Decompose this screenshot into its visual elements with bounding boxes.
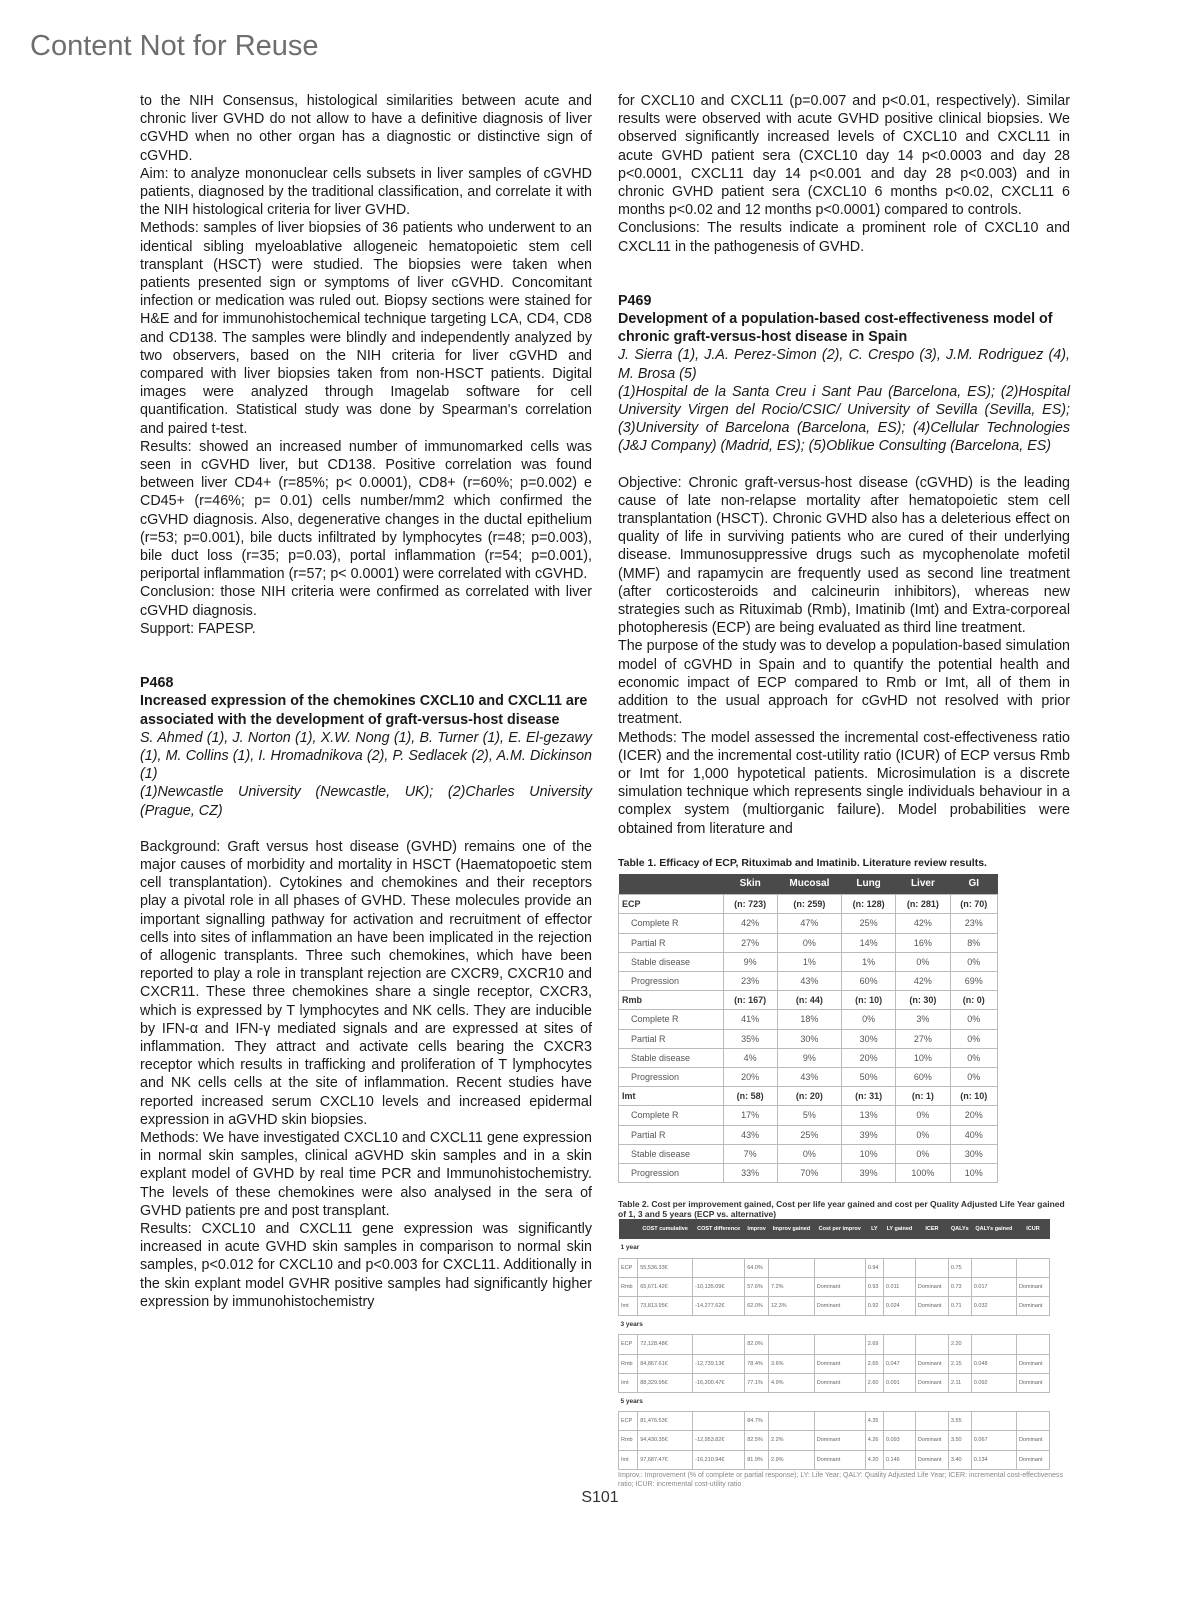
abstract-title: Development of a population-based cost-effectiveness model of chronic graft-versus-host disease in Spain [618, 311, 1053, 346]
table1-row-label: Complete R [619, 914, 724, 933]
table1-cell: (n: 30) [896, 991, 950, 1010]
table1-cell: 39% [841, 1125, 895, 1144]
table1-cell: 25% [777, 1125, 841, 1144]
paragraph: for CXCL10 and CXCL11 (p=0.007 and p<0.01, respectively). Similar results were observed with acute GVHD positive clinical biopsies. We observed significantly increased levels of CXCL10 and CXCL11 in acute GVHD patient sera (CXCL10 day 14 p<0.0003 and day 28 p<0.0001, CXCL11 day 14 p<0.001 and day 28 p<0.003) and in chronic GVHD patient sera (CXCL10 6 months p<0.02, CXCL11 6 months p<0.02 and 12 months p<0.0001) compared to controls. [618, 93, 1070, 219]
table1-cell: 0% [950, 1010, 997, 1029]
table1-group-row [619, 991, 998, 1010]
table2-cell: Dominant [1016, 1450, 1049, 1469]
table1-cell: (n: 44) [777, 991, 841, 1010]
table2-cell: Dominant [814, 1431, 865, 1450]
table2-row [619, 1373, 1050, 1392]
table1-cell: 10% [950, 1163, 997, 1182]
table1-cell: 35% [723, 1029, 777, 1048]
table2-cell: 2.11 [948, 1373, 971, 1392]
table2-group-label: 5 years [620, 1398, 643, 1405]
table1-cell: (n: 20) [777, 1087, 841, 1106]
table2-cell [1016, 1258, 1049, 1277]
table2-cell [769, 1335, 815, 1354]
table1-row [619, 1048, 998, 1067]
table2-cell: Dominant [915, 1296, 948, 1315]
table2-cell: 3.50 [948, 1431, 971, 1450]
table2-cell: Dominant [1016, 1373, 1049, 1392]
table2-cell: 82.5% [745, 1431, 769, 1450]
table2-row [619, 1296, 1050, 1315]
table1-cell: (n: 31) [841, 1087, 895, 1106]
table1-cell: 43% [777, 971, 841, 990]
table1-cell: 1% [777, 952, 841, 971]
paragraph: The purpose of the study was to develop a population-based simulation model of cGVHD in Spain and to quantify the potential health and economic impact of ECP compared to Rmb or Imt, all of them in addition to the usual approach for cGvHD not resolved with prior treatment. [618, 638, 1070, 728]
table1-cell: (n: 0) [950, 991, 997, 1010]
table2-cell: 2.2% [769, 1431, 815, 1450]
abstract-authors: S. Ahmed (1), J. Norton (1), X.W. Nong (1), B. Turner (1), E. El-gezawy (1), M. Collins (1), I. Hromadnikova (2), P. Sedlacek (2), A.M. Dickinson (1) [140, 729, 592, 783]
table2-cell [814, 1412, 865, 1431]
paragraph: Conclusion: those NIH criteria were confirmed as correlated with liver cGVHD diagnosis. [140, 584, 592, 619]
table1-cell: 0% [841, 1010, 895, 1029]
table2-cell: Rmb [619, 1277, 638, 1296]
table2-cell: 72,128.48€ [638, 1335, 693, 1354]
watermark: Content Not for Reuse [30, 30, 319, 62]
table2-header-cell: QALYs [948, 1219, 971, 1239]
table2-cell: -12,739.13€ [693, 1354, 745, 1373]
table2-row [619, 1277, 1050, 1296]
table1-cell: 0% [777, 933, 841, 952]
table2-header-cell: QALYs gained [971, 1219, 1016, 1239]
table2-header-cell: COST difference [693, 1219, 745, 1239]
table1-cell: 43% [777, 1067, 841, 1086]
table1-row [619, 952, 998, 971]
table1-row-label: Partial R [619, 1029, 724, 1048]
table1-cell: 42% [896, 971, 950, 990]
table1-group-row [619, 1087, 998, 1106]
table1-cell: 39% [841, 1163, 895, 1182]
table1-cell: 70% [777, 1163, 841, 1182]
table1-cell: 10% [841, 1144, 895, 1163]
table1-cell: (n: 70) [950, 895, 997, 914]
table2-cell: Dominant [814, 1296, 865, 1315]
table1 [618, 874, 998, 1183]
table2-cell: 4.35 [865, 1412, 883, 1431]
table1-cell: 30% [950, 1144, 997, 1163]
table2-cell [971, 1412, 1016, 1431]
table2-cell: Rmb [619, 1431, 638, 1450]
table1-cell: (n: 167) [723, 991, 777, 1010]
table2-cell: 0.94 [865, 1258, 883, 1277]
right-column [618, 92, 1070, 1489]
table1-row [619, 1106, 998, 1125]
table2-cell [1016, 1335, 1049, 1354]
table1-row-label: Stable disease [619, 952, 724, 971]
table1-cell: (n: 10) [841, 991, 895, 1010]
paragraph: Methods: The model assessed the incremental cost-effectiveness ratio (ICER) and the incremental cost-utility ratio (ICUR) of ECP versus Rmb or Imt for 1,000 hypotetical patients. Microsimulation is a discrete simulation technique which represents single individuals behaviour in a complex system (multiorganic failure). Model probabilities were obtained from literature and [618, 729, 1070, 837]
table2-header-cell: Improv [745, 1219, 769, 1239]
table1-cell: 33% [723, 1163, 777, 1182]
table1-cell: 20% [950, 1106, 997, 1125]
table2-cell: 84.7% [745, 1412, 769, 1431]
table1-cell: (n: 259) [777, 895, 841, 914]
table2-cell: Dominant [915, 1373, 948, 1392]
table2-cell: Dominant [915, 1450, 948, 1469]
table1-cell: 3% [896, 1010, 950, 1029]
table2-cell [915, 1258, 948, 1277]
table1-cell: 0% [950, 1048, 997, 1067]
paragraph: Methods: samples of liver biopsies of 36 patients who underwent to an identical sibling myeloablative allogeneic hematopoietic stem cell transplant (HSCT) were studied. The biopsies were taken when patients presented sign or symptoms of liver cGVHD. Concomitant infection or medication was ruled out. Biopsy sections were stained for H&E and for immunohistochemical technique targeting LCA, CD4, CD8 and CD138. The samples were blindly and independently analyzed by two observers, based on the NIH criteria for liver cGVHD and compared with liver biopsies taken from non-HSCT patients. Digital images were analyzed through Imagelab software for cell quantification. Statistical study was done by Spearman's correlation and paired t-test. [140, 220, 592, 437]
table2-cell [883, 1412, 915, 1431]
table2-row [619, 1450, 1050, 1469]
paragraph: to the NIH Consensus, histological similarities between acute and chronic liver GVHD do not allow to have a definitive diagnosis of liver cGVHD when no other organ has a diagnostic or distinctive sign of cGVHD. [140, 93, 592, 164]
table1-cell: (n: 1) [896, 1087, 950, 1106]
table1-cell: 50% [841, 1067, 895, 1086]
table2-header-cell: ICUR [1016, 1219, 1049, 1239]
table1-header-cell: Skin [723, 874, 777, 895]
table2-cell [915, 1335, 948, 1354]
table2-cell: 0.032 [971, 1296, 1016, 1315]
table1-cell: 0% [896, 1144, 950, 1163]
abstract-id: P469 [618, 292, 652, 309]
table2-cell: 0.71 [948, 1296, 971, 1315]
abstract-title: Increased expression of the chemokines CXCL10 and CXCL11 are associated with the development of graft-versus-host disease [140, 693, 588, 728]
table2-cell: 2.15 [948, 1354, 971, 1373]
table1-cell: 0% [896, 1125, 950, 1144]
paragraph: Results: CXCL10 and CXCL11 gene expression was significantly increased in acute GVHD skin samples in comparison to normal skin samples, p<0.012 for CXCL10 and p<0.003 for CXCL11. Additionally in the skin explant model GVHR positive samples had significantly higher expression by immunohistochemistry [140, 1220, 592, 1310]
table2-cell: 0.092 [971, 1373, 1016, 1392]
table1-row-label: Complete R [619, 1010, 724, 1029]
table2-cell: 2.20 [948, 1335, 971, 1354]
table2-cell: 62.0% [745, 1296, 769, 1315]
table2-cell: Dominant [1016, 1296, 1049, 1315]
paragraph: Methods: We have investigated CXCL10 and CXCL11 gene expression in normal skin samples, clinical aGVHD skin samples and in a skin explant model of GVHD by real time PCR and Immunohistochemistry. The levels of these chemokines were also analysed in the sera of GVHD patients pre and post transplant. [140, 1129, 592, 1219]
table1-cell: 23% [723, 971, 777, 990]
table1-cell: 60% [896, 1067, 950, 1086]
table1-row-label: Progression [619, 1067, 724, 1086]
table2-group-row [619, 1316, 1050, 1335]
table2-cell [971, 1335, 1016, 1354]
table2-cell: 0.017 [971, 1277, 1016, 1296]
table2-cell: -14,277.62€ [693, 1296, 745, 1315]
table2-cell: 97,687.47€ [638, 1450, 693, 1469]
table2-cell: -16,200.47€ [693, 1373, 745, 1392]
table1-cell: 30% [777, 1029, 841, 1048]
table1-row-label: Partial R [619, 1125, 724, 1144]
table2-header-cell: LY gained [883, 1219, 915, 1239]
table1-caption: Table 1. Efficacy of ECP, Rituximab and Imatinib. Literature review results. [618, 856, 987, 869]
table2-cell [769, 1258, 815, 1277]
table1-cell: 0% [950, 1029, 997, 1048]
table2-header-cell: Cost per improv [814, 1219, 865, 1239]
table2-cell: 4.9% [769, 1373, 815, 1392]
table2-cell: 84,867.61€ [638, 1354, 693, 1373]
table2-group-row [619, 1239, 1050, 1258]
table2-row [619, 1335, 1050, 1354]
table1-cell: (n: 10) [950, 1087, 997, 1106]
table1-cell: 17% [723, 1106, 777, 1125]
table1-header-cell: Liver [896, 874, 950, 895]
table2-cell: 0.024 [883, 1296, 915, 1315]
table2-cell: Dominant [814, 1450, 865, 1469]
table1-cell: 0% [950, 1067, 997, 1086]
table1-row [619, 914, 998, 933]
table2-cell: 81,476.53€ [638, 1412, 693, 1431]
table2-cell [883, 1335, 915, 1354]
table1-cell: 60% [841, 971, 895, 990]
table1-cell: 47% [777, 914, 841, 933]
table2-row [619, 1258, 1050, 1277]
table2-cell: 57.6% [745, 1277, 769, 1296]
table2-cell: 0.93 [865, 1277, 883, 1296]
table1-cell: (n: 128) [841, 895, 895, 914]
abstract-authors: J. Sierra (1), J.A. Perez-Simon (2), C. Crespo (3), J.M. Rodriguez (4), M. Brosa (5) [618, 347, 1070, 382]
table2-block [618, 1199, 1070, 1489]
table1-cell: 5% [777, 1106, 841, 1125]
table1-cell: 0% [896, 1106, 950, 1125]
table2-cell: Imt [619, 1450, 638, 1469]
table2-cell: Dominant [915, 1431, 948, 1450]
table1-cell: (n: 58) [723, 1087, 777, 1106]
table2-cell: 3.6% [769, 1354, 815, 1373]
paragraph: Objective: Chronic graft-versus-host disease (cGVHD) is the leading cause of late non-relapse mortality after hematopoietic stem cell transplantation (HSCT). Chronic GVHD also has a deleterious effect on quality of life in surviving patients who are cured of their underlying disease. Immunosuppressive drugs such as mycophenolate mofetil (MMF) and rapamycin are frequently used as second line treatment (after corticosteroids and calcineurin inhibitors), whereas new strategies such as Rituximab (Rmb), Imatinib (Imt) and Extra-corporeal photopheresis (ECP) are being evaluated as third line treatment. [618, 474, 1070, 637]
table2-cell: 0.093 [883, 1431, 915, 1450]
table2-cell [693, 1335, 745, 1354]
table2-cell: 0.92 [865, 1296, 883, 1315]
table1-row [619, 1067, 998, 1086]
table2-group-row [619, 1393, 1050, 1412]
paragraph: Aim: to analyze mononuclear cells subsets in liver samples of cGVHD patients, diagnosed by the traditional classification, and correlate it with the NIH histological criteria for liver GVHD. [140, 165, 592, 219]
table1-cell: 18% [777, 1010, 841, 1029]
paragraph: Conclusions: The results indicate a prominent role of CXCL10 and CXCL11 in the pathogenesis of GVHD. [618, 220, 1070, 255]
table2-cell: 64.0% [745, 1258, 769, 1277]
paragraph: Results: showed an increased number of immunomarked cells was seen in cGVHD liver, but CD138. Positive correlation was found between liver CD4+ (r=85%; p< 0.0001), CD8+ (r=60%; p=0.002) e CD45+ (r=46%; p= 0.01) cells number/mm2 which confirmed the cGVHD diagnosis. Also, degenerative changes in the ductal epithelium (r=53; p=0.001), bile ducts infiltrated by lymphocytes (r=48; p=0.003), bile duct loss (r=35; p=0.03), portal inflammation (r=54; p=0.001), periportal inflammation (r=57; p< 0.0001) were correlated with cGVHD. [140, 438, 592, 583]
table1-cell: 43% [723, 1125, 777, 1144]
abstract-affiliations: (1)Newcastle University (Newcastle, UK); (2)Charles University (Prague, CZ) [140, 784, 592, 819]
table1-row [619, 1010, 998, 1029]
table1-row-label: Progression [619, 971, 724, 990]
table1-cell: 30% [841, 1029, 895, 1048]
table2-cell: 81.9% [745, 1450, 769, 1469]
table1-row-label: Stable disease [619, 1048, 724, 1067]
table1-cell: 27% [896, 1029, 950, 1048]
table2-cell: 0.146 [883, 1450, 915, 1469]
table1-row [619, 1125, 998, 1144]
table2-cell: 0.73 [948, 1277, 971, 1296]
table2-cell: Dominant [915, 1354, 948, 1373]
table1-cell: 0% [896, 952, 950, 971]
table1-header-cell [619, 874, 724, 895]
table2-header-cell: COST cumulative [638, 1219, 693, 1239]
table1-cell: 0% [950, 952, 997, 971]
table1-cell: 40% [950, 1125, 997, 1144]
table1-block [618, 854, 1070, 1183]
table2-cell: 0.091 [883, 1373, 915, 1392]
table2-cell: 7.2% [769, 1277, 815, 1296]
table1-cell: 42% [896, 914, 950, 933]
table1-row-label: Progression [619, 1163, 724, 1182]
table2-cell: 2.60 [865, 1373, 883, 1392]
table1-cell: 23% [950, 914, 997, 933]
table2-cell: -10,135.09€ [693, 1277, 745, 1296]
table1-row-label: Stable disease [619, 1144, 724, 1163]
table2-cell: 0.75 [948, 1258, 971, 1277]
table2-cell: 3.55 [948, 1412, 971, 1431]
table2-cell: Dominant [915, 1277, 948, 1296]
table1-cell: 9% [723, 952, 777, 971]
table2-cell: ECP [619, 1412, 638, 1431]
table1-row-label: Partial R [619, 933, 724, 952]
table2-cell: 82.0% [745, 1335, 769, 1354]
paragraph: Support: FAPESP. [140, 620, 256, 637]
table1-cell: 20% [723, 1067, 777, 1086]
table1-cell: 1% [841, 952, 895, 971]
table2-cell: Imt [619, 1296, 638, 1315]
table1-cell: (n: 281) [896, 895, 950, 914]
table1-cell: 20% [841, 1048, 895, 1067]
table2-footnote: Improv.: Improvement (% of complete or partial response); LY: Life Year; QALY: Quality Adjusted Life Year; ICER: incremental cost-effectiveness ratio; ICUR: incremental cost-utility ratio [618, 1471, 1063, 1488]
table1-header-cell: Mucosal [777, 874, 841, 895]
table1-cell: 25% [841, 914, 895, 933]
left-column [140, 92, 592, 1311]
table1-row [619, 1144, 998, 1163]
table1-cell: 0% [777, 1144, 841, 1163]
table1-cell: 10% [896, 1048, 950, 1067]
table1-row [619, 1163, 998, 1182]
table2-cell: Dominant [1016, 1277, 1049, 1296]
table1-cell: (n: 723) [723, 895, 777, 914]
paragraph: Background: Graft versus host disease (GVHD) remains one of the major causes of morbidity and mortality in HSCT (Haematopoetic stem cell transplantation). Cytokines and chemokines and their receptors play a pivotal role in all phases of GVHD. These molecules provide an important signalling pathway for activation and recruitment of effector cells into sites of inflammation an have been implicated in the rejection of allogenic transplants. Three such chemokines, which have been reported to play a role in transplant rejection are CXCR9, CXCR10 and CXCR11. These three chemokines share a single receptor, CXCR3, which is expressed by T lymphocytes and NK cells. They are inducible by IFN-α and IFN-γ mediated signals and are expressed at sites of inflammation. They attract and activate cells bearing the CXCR3 receptor which results in trafficking and proliferation of T lymphocytes and NK cells cells at the site of inflammation. Recent studies have reported increased serum CXCL10 levels and increased epidermal expression in aGVHD skin biopsies. [140, 838, 592, 1128]
table2-cell: 0.011 [883, 1277, 915, 1296]
table2-cell: ECP [619, 1258, 638, 1277]
table2-cell: 88,329.95€ [638, 1373, 693, 1392]
table2-cell: -12,953.82€ [693, 1431, 745, 1450]
table2-cell [883, 1258, 915, 1277]
table1-row [619, 971, 998, 990]
table1-cell: 7% [723, 1144, 777, 1163]
table1-group-label: ECP [619, 895, 724, 914]
table2-cell: ECP [619, 1335, 638, 1354]
table1-header-cell: Lung [841, 874, 895, 895]
table2-cell: Dominant [814, 1354, 865, 1373]
table2-caption: Table 2. Cost per improvement gained, Cost per life year gained and cost per Quality Adjusted Life Year gained of 1, 3 and 5 years (ECP vs. alternative) [618, 1199, 1065, 1220]
table2-cell: 4.20 [865, 1450, 883, 1469]
table2-cell: 78.4% [745, 1354, 769, 1373]
table2-cell: Dominant [814, 1277, 865, 1296]
table2-cell: 2.9% [769, 1450, 815, 1469]
table1-cell: 16% [896, 933, 950, 952]
table2-cell: 3.40 [948, 1450, 971, 1469]
table2-cell [769, 1412, 815, 1431]
table2-row [619, 1431, 1050, 1450]
table2-cell [1016, 1412, 1049, 1431]
table1-row [619, 933, 998, 952]
table2-cell: 0.067 [971, 1431, 1016, 1450]
table2-group-label: 3 years [620, 1321, 643, 1329]
table1-cell: 9% [777, 1048, 841, 1067]
table2-cell: Dominant [814, 1373, 865, 1392]
table2-cell: 4.26 [865, 1431, 883, 1450]
table2-cell: Rmb [619, 1354, 638, 1373]
table2-cell: 12.3% [769, 1296, 815, 1315]
table1-group-label: Imt [619, 1087, 724, 1106]
abstract-affiliations: (1)Hospital de la Santa Creu i Sant Pau (Barcelona, ES); (2)Hospital University Virgen del Rocio/CSIC/ University of Sevilla (Sevilla, ES); (3)University of Barcelona (Barcelona, ES); (4)Cellular Technologies (J&J Company) (Madrid, ES); (5)Oblikue Consulting (Barcelona, ES) [618, 383, 1070, 455]
page-number: S101 [581, 1489, 619, 1506]
table2 [618, 1219, 1050, 1470]
table2-cell: Dominant [1016, 1354, 1049, 1373]
table2-cell: 73,813.95€ [638, 1296, 693, 1315]
table2-cell: 0.047 [883, 1354, 915, 1373]
table2-header-cell: Improv gained [769, 1219, 815, 1239]
table2-cell: -16,210.94€ [693, 1450, 745, 1469]
table2-header-cell: LY [865, 1219, 883, 1239]
table2-cell: Dominant [1016, 1431, 1049, 1450]
table1-cell: 14% [841, 933, 895, 952]
table1-cell: 100% [896, 1163, 950, 1182]
table2-cell: Imt [619, 1373, 638, 1392]
table1-cell: 13% [841, 1106, 895, 1125]
table2-cell [814, 1335, 865, 1354]
table1-group-label: Rmb [619, 991, 724, 1010]
table2-cell [915, 1412, 948, 1431]
table2-header-cell [619, 1219, 638, 1239]
table2-cell: 94,430.35€ [638, 1431, 693, 1450]
table2-cell: 0.134 [971, 1450, 1016, 1469]
table2-cell: 2.65 [865, 1354, 883, 1373]
table1-header-cell: GI [950, 874, 997, 895]
table2-row [619, 1412, 1050, 1431]
table1-cell: 27% [723, 933, 777, 952]
table2-cell: 2.69 [865, 1335, 883, 1354]
table2-cell [971, 1258, 1016, 1277]
table1-cell: 69% [950, 971, 997, 990]
table2-cell: 65,671.42€ [638, 1277, 693, 1296]
table2-header-cell: ICER [915, 1219, 948, 1239]
table1-cell: 4% [723, 1048, 777, 1067]
table1-cell: 42% [723, 914, 777, 933]
table2-row [619, 1354, 1050, 1373]
table1-row [619, 1029, 998, 1048]
abstract-id: P468 [140, 675, 174, 692]
table1-group-row [619, 895, 998, 914]
table2-cell: 0.048 [971, 1354, 1016, 1373]
table1-row-label: Complete R [619, 1106, 724, 1125]
table1-cell: 41% [723, 1010, 777, 1029]
table2-cell [693, 1412, 745, 1431]
table2-cell [814, 1258, 865, 1277]
table1-cell: 8% [950, 933, 997, 952]
table2-group-label: 1 year [620, 1244, 640, 1252]
table2-cell: 77.1% [745, 1373, 769, 1392]
table2-cell [693, 1258, 745, 1277]
table2-cell: 55,536.33€ [638, 1258, 693, 1277]
